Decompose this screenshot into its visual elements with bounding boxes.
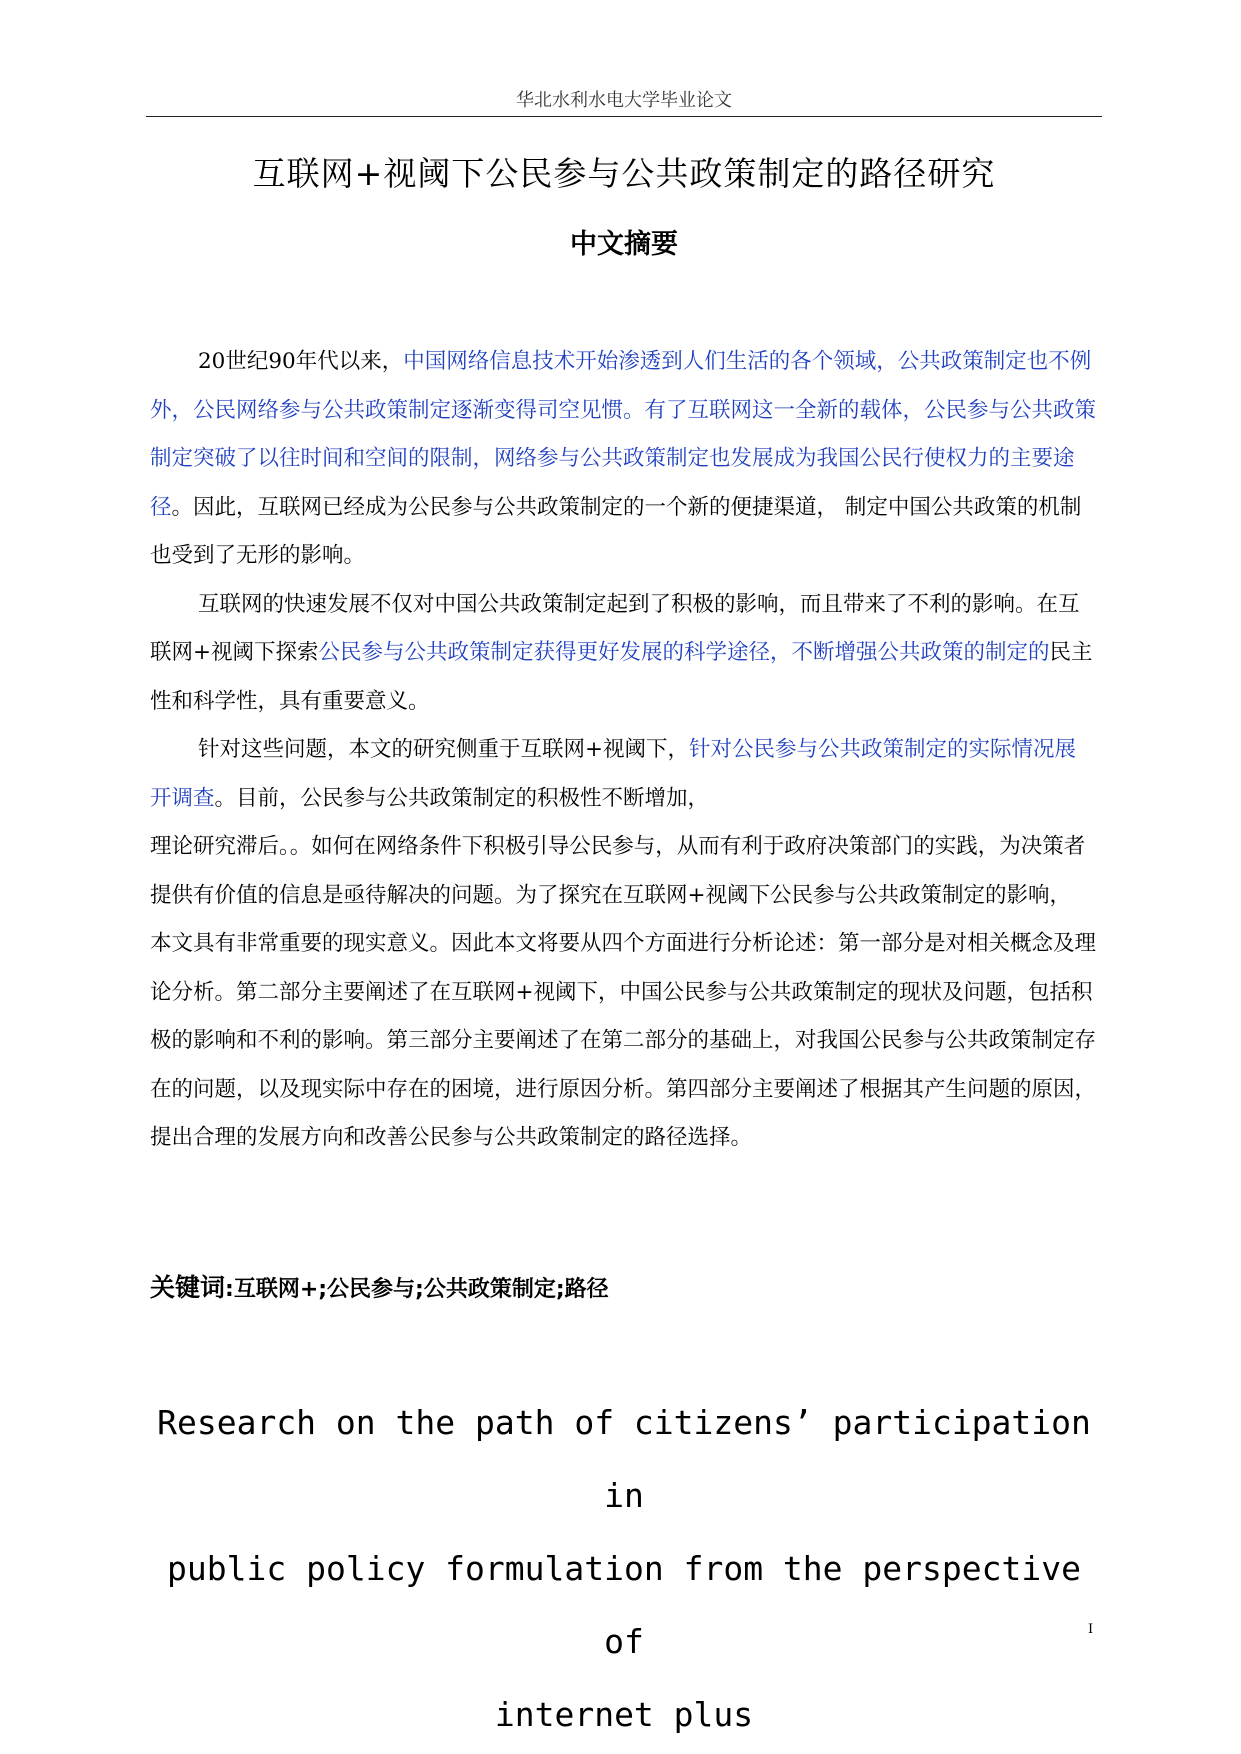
paragraph-3-text-c: 。目前，公民参与公共政策制定的积极性不断增加， — [214, 785, 710, 811]
keywords-separator: : — [225, 1277, 234, 1302]
paragraph-2-text-c: 民主性和科学性，具有重要意义。 — [150, 640, 1093, 714]
keywords-label: 关键词 — [150, 1273, 226, 1302]
abstract-paragraph-5: 本文具有非常重要的现实意义。因此本文将要从四个方面进行分析论述：第一部分是对相关概念及理论分析。第二部分主要阐述了在互联网+视阈下，中国公民参与公共政策制定的现状及问题，包括积极的影响和不利的影响。第三部分主要阐述了在第二部分的基础上，对我国公民参与公共政策制定存在的问题，以及现实际中存在的困境，进行原因分析。第四部分主要阐述了根据其产生问题的原因，提出合理的发展方向和改善公民参与公共政策制定的路径选择。 — [150, 931, 1097, 1150]
keywords-line — [150, 1268, 1096, 1304]
abstract-body — [150, 338, 1096, 1163]
paragraph-1-text-c: 。因此，互联网已经成为公民参与公共政策制定的一个新的便捷渠道， 制定中国公共政策的机制也受到了无形的影响。 — [150, 494, 1082, 568]
paragraph-3-text-a: 针对这些问题，本文的研究侧重于互联网+视阈下， — [198, 737, 690, 762]
english-title-line-3: internet plus — [494, 1695, 754, 1734]
header-rule — [146, 116, 1102, 117]
english-title-line-2: public policy formulation from the perspective of — [167, 1549, 1081, 1661]
paragraph-2-highlight: 公民参与公共政策制定获得更好发展的科学途径，不断增强公共政策的制定的 — [318, 640, 1050, 665]
english-title-line-1: Research on the path of citizens’ participation in — [157, 1403, 1091, 1515]
abstract-heading: 中文摘要 — [570, 229, 678, 260]
abstract-paragraph-1 — [150, 338, 1096, 581]
abstract-paragraph-4: 理论研究滞后。。如何在网络条件下积极引导公民参与，从而有利于政府决策部门的实践，为决策者提供有价值的信息是亟待解决的问题。为了探究在互联网+视阈下公民参与公共政策制定的影响， — [150, 834, 1086, 908]
paragraph-2-text-a: 互联网的快速发展不仅对中国公共政策制定起到了积极的影响，而且带来了不利的影响。在互联网+视阈下探索 — [150, 591, 1080, 665]
abstract-paragraph-2 — [150, 581, 1096, 727]
paragraph-3-highlight: 针对公民参与公共政策制定的实际情况展开调查 — [150, 737, 1077, 811]
thesis-title: 互联网+视阈下公民参与公共政策制定的路径研究 — [252, 154, 996, 193]
paragraph-1-text-a: 20世纪90年代以来， — [198, 349, 404, 374]
running-header: 华北水利水电大学毕业论文 — [516, 90, 732, 111]
english-title — [146, 1386, 1102, 1751]
paragraph-1-highlight: 中国网络信息技术开始渗透到人们生活的各个领域，公共政策制定也不例外，公民网络参与公共政策制定逐渐变得司空见惯。有了互联网这一全新的载体，公民参与公共政策制定突破了以往时间和空间的限制，网络参与公共政策制定也发展成为我国公民行使权力的主要途径 — [150, 349, 1097, 520]
page-number: I — [1088, 1622, 1094, 1637]
keywords-text: 互联网+;公民参与;公共政策制定;路径 — [233, 1277, 609, 1302]
abstract-paragraph-3 — [150, 726, 1096, 823]
